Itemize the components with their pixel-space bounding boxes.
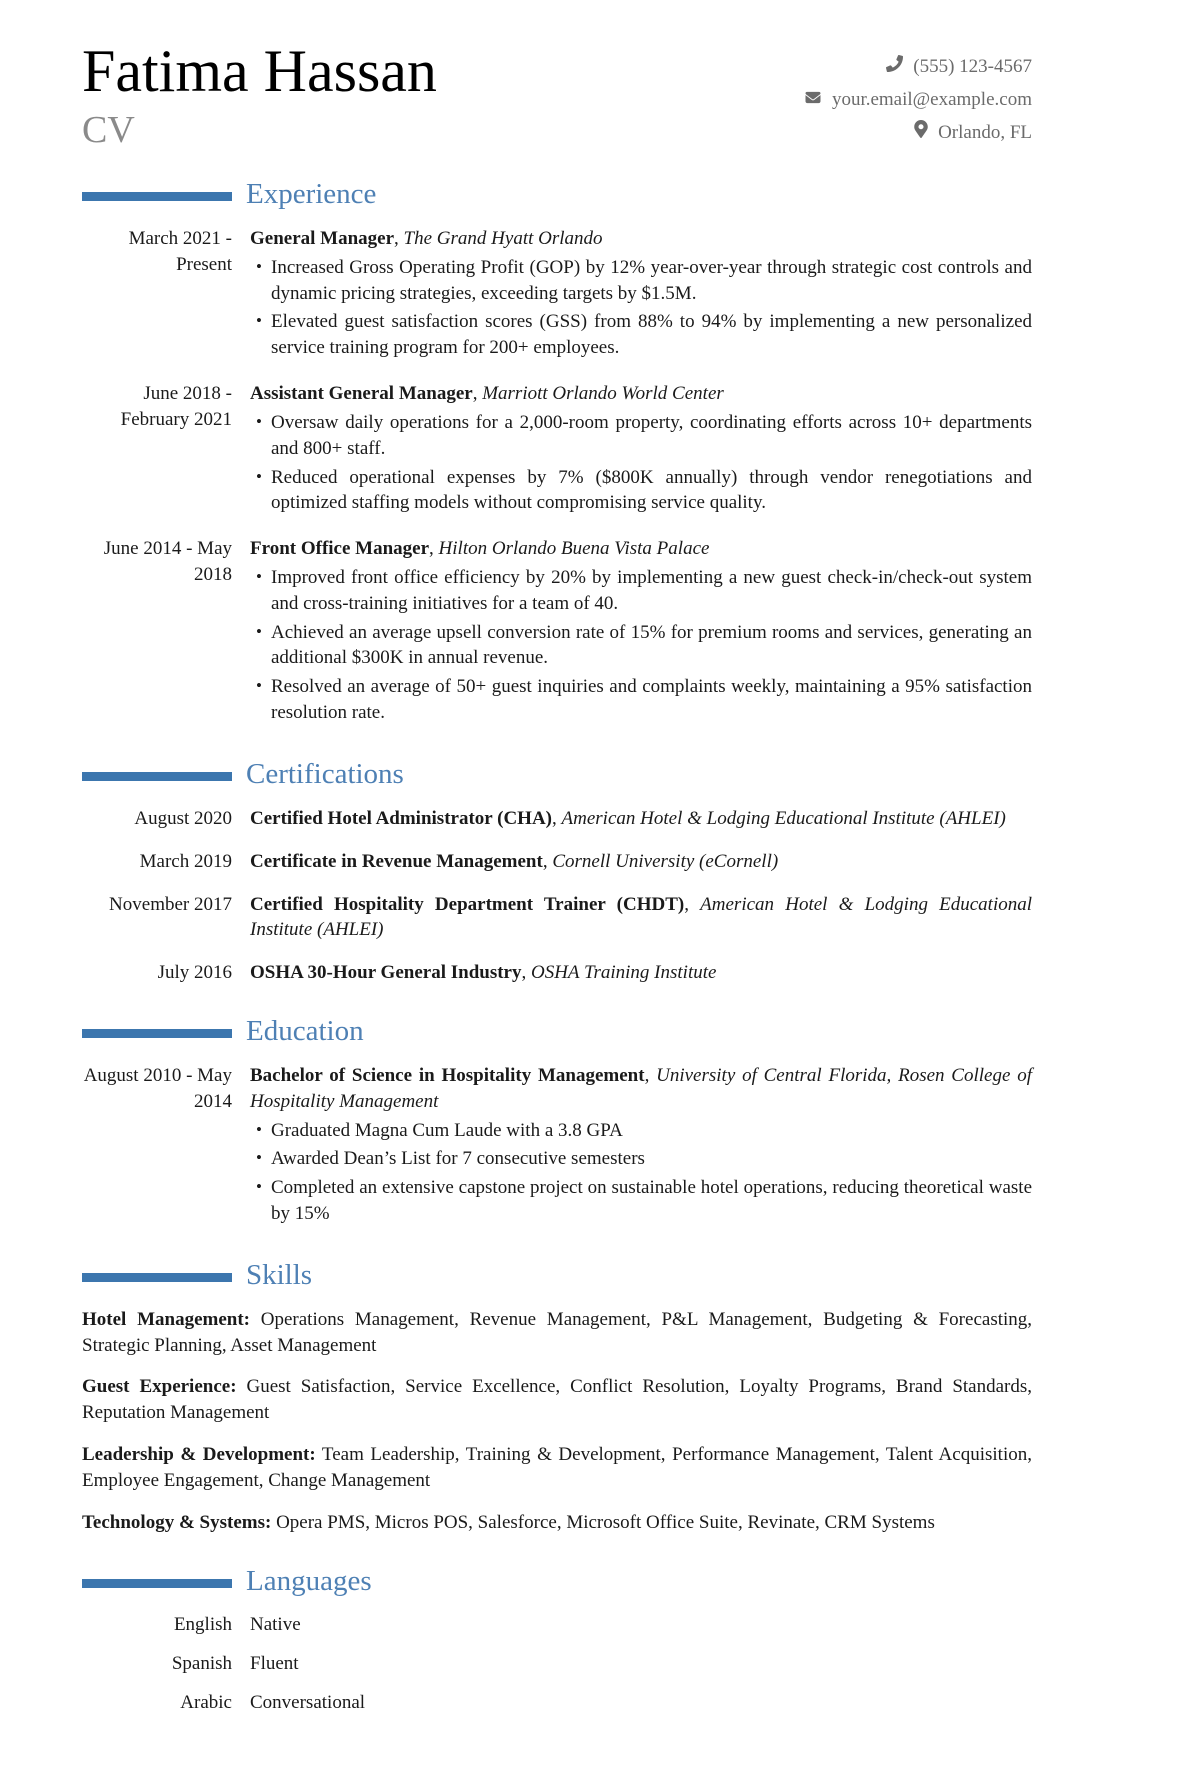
entry-date: August 2010 - May 2014 [83,1064,232,1112]
section-header-experience [82,179,1032,211]
section-divider-bar [82,1579,232,1588]
certification-entry [82,849,1032,875]
education-entry [82,1063,1032,1230]
contact-block [804,40,1032,145]
entry-body [250,849,1032,875]
section-header-skills [82,1260,1032,1292]
skill-category-items: Operations Management, Revenue Management, P&L Management, Budgeting & Forecasting, Strategic Planning, Asset Management [82,1308,1033,1356]
experience-entry [82,536,1032,729]
person-name: Fatima Hassan [82,38,437,104]
entry-body [250,381,1032,519]
section-divider-bar [82,772,232,781]
bullet-item: • Resolved an average of 50+ guest inquiries and complaints weekly, maintaining a 95% satisfaction resolution rate. [250,674,1032,726]
section-title-languages: Languages [246,1564,372,1597]
phone-number: (555) 123-4567 [913,56,1032,77]
experience-entry [82,226,1032,364]
entry-date: July 2016 [157,962,232,984]
entry-date: November 2017 [109,893,232,915]
skill-category [82,1442,1032,1494]
certification-issuer: , American Hotel & Lodging Educational Institute (AHLEI) [250,894,1032,941]
bullet-item: • Graduated Magna Cum Laude with a 3.8 GPA [250,1118,1032,1144]
certification-issuer: , Cornell University (eCornell) [543,851,778,872]
entry-body [250,226,1032,364]
job-organization: , Hilton Orlando Buena Vista Palace [429,538,709,559]
certification-name: Certificate in Revenue Management [250,850,543,872]
language-name: English [173,1614,232,1636]
section-title-experience: Experience [246,178,377,210]
language-level: Conversational [250,1692,366,1714]
skill-category-label: Leadership & Development: [82,1444,316,1466]
certification-entry [82,892,1032,944]
section-divider-bar [82,192,232,201]
skill-category-label: Technology & Systems: [82,1511,272,1533]
location-icon [914,120,928,146]
skill-category [82,1374,1032,1426]
job-role: Front Office Manager [250,538,430,560]
bullet-item: • Completed an extensive capstone project on sustainable hotel operations, reducing theoretical waste by 15% [250,1175,1032,1227]
entry-body [250,1063,1032,1230]
bullet-item: • Oversaw daily operations for a 2,000-room property, coordinating efforts across 10+ departments and 800+ staff. [250,410,1032,462]
job-role: Assistant General Manager [250,383,473,405]
skill-category-items: Opera PMS, Micros POS, Salesforce, Microsoft Office Suite, Revinate, CRM Systems [276,1511,935,1533]
entry-body [250,960,1032,986]
header-left [82,40,437,149]
bullet-list [250,565,1032,726]
bullet-item: • Improved front office efficiency by 20% by implementing a new guest check-in/check-out system and cross-training initiatives for a team of 40. [250,565,1032,617]
certification-issuer: , OSHA Training Institute [521,962,716,983]
entry-title-line [250,1063,1032,1115]
certification-entry [82,960,1032,986]
skill-category [82,1510,1032,1536]
section-header-languages [82,1566,1032,1598]
bullet-item: • Awarded Dean’s List for 7 consecutive semesters [250,1146,1032,1172]
school-name: , University of Central Florida, Rosen College of Hospitality Management [250,1065,1032,1112]
skill-category [82,1307,1032,1359]
section-divider-bar [82,1029,232,1038]
certification-entry [82,806,1032,832]
contact-phone-row [886,54,1032,80]
section-title-certifications: Certifications [246,757,404,790]
bullet-item: • Reduced operational expenses by 7% ($800K annually) through vendor renegotiations and optimized staffing models without compromising service quality. [250,465,1032,517]
language-row [82,1690,1032,1716]
entry-date: March 2021 - Present [128,227,232,275]
language-row [82,1612,1032,1638]
certification-issuer: , American Hotel & Lodging Educational Institute (AHLEI) [552,808,1006,829]
contact-email-row [804,87,1032,113]
entry-title-line [250,226,1032,252]
certification-name: Certified Hotel Administrator (CHA) [250,807,553,829]
bullet-item: • Elevated guest satisfaction scores (GSS) from 88% to 94% by implementing a new personalized service training program for 200+ employees. [250,309,1032,361]
section-title-education: Education [246,1015,364,1047]
bullet-list [250,410,1032,516]
skill-category-label: Guest Experience: [82,1376,237,1398]
header [82,40,1032,149]
entry-body [250,536,1032,729]
language-name: Spanish [171,1653,232,1675]
entry-title-line [250,536,1032,562]
entry-body [250,892,1032,944]
entry-date: August 2020 [134,807,232,829]
section-divider-bar [82,1273,232,1282]
certification-name: Certified Hospitality Department Trainer (CHDT) [250,893,685,915]
skill-category-items: Guest Satisfaction, Service Excellence, Conflict Resolution, Loyalty Programs, Brand Standards, Reputation Management [82,1376,1033,1424]
certification-name: OSHA 30-Hour General Industry [250,962,522,984]
cv-subtitle: CV [82,109,135,151]
location-text: Orlando, FL [938,121,1032,143]
section-title-skills: Skills [246,1258,313,1291]
bullet-item: • Increased Gross Operating Profit (GOP) by 12% year-over-year through strategic cost controls and dynamic pricing strategies, exceeding targets by $1.5M. [250,255,1032,307]
entry-date: March 2019 [139,850,232,872]
bullet-list [250,1118,1032,1227]
experience-entry [82,381,1032,519]
entry-date: June 2014 - May 2018 [103,538,232,585]
skill-category-items: Team Leadership, Training & Development, Performance Management, Talent Acquisition, Employee Engagement, Change Management [82,1444,1032,1491]
language-row [82,1651,1032,1677]
language-level: Fluent [250,1653,299,1675]
bullet-list [250,255,1032,361]
entry-body [250,806,1032,832]
entry-title-line [250,381,1032,407]
section-header-certifications [82,759,1032,791]
job-role: General Manager [250,227,395,249]
email-icon [804,87,822,113]
entry-date: June 2018 - February 2021 [120,383,232,430]
language-name: Arabic [180,1692,232,1714]
job-organization: , The Grand Hyatt Orlando [394,228,602,249]
language-level: Native [250,1614,301,1636]
section-header-education [82,1016,1032,1048]
contact-location-row [914,120,1032,146]
job-organization: , Marriott Orlando World Center [473,383,724,404]
phone-icon [886,54,903,80]
degree-name: Bachelor of Science in Hospitality Management [250,1064,645,1086]
email-address: your.email@example.com [831,88,1032,110]
bullet-item: • Achieved an average upsell conversion rate of 15% for premium rooms and services, generating an additional $300K in annual revenue. [250,620,1032,672]
skill-category-label: Hotel Management: [82,1308,250,1330]
